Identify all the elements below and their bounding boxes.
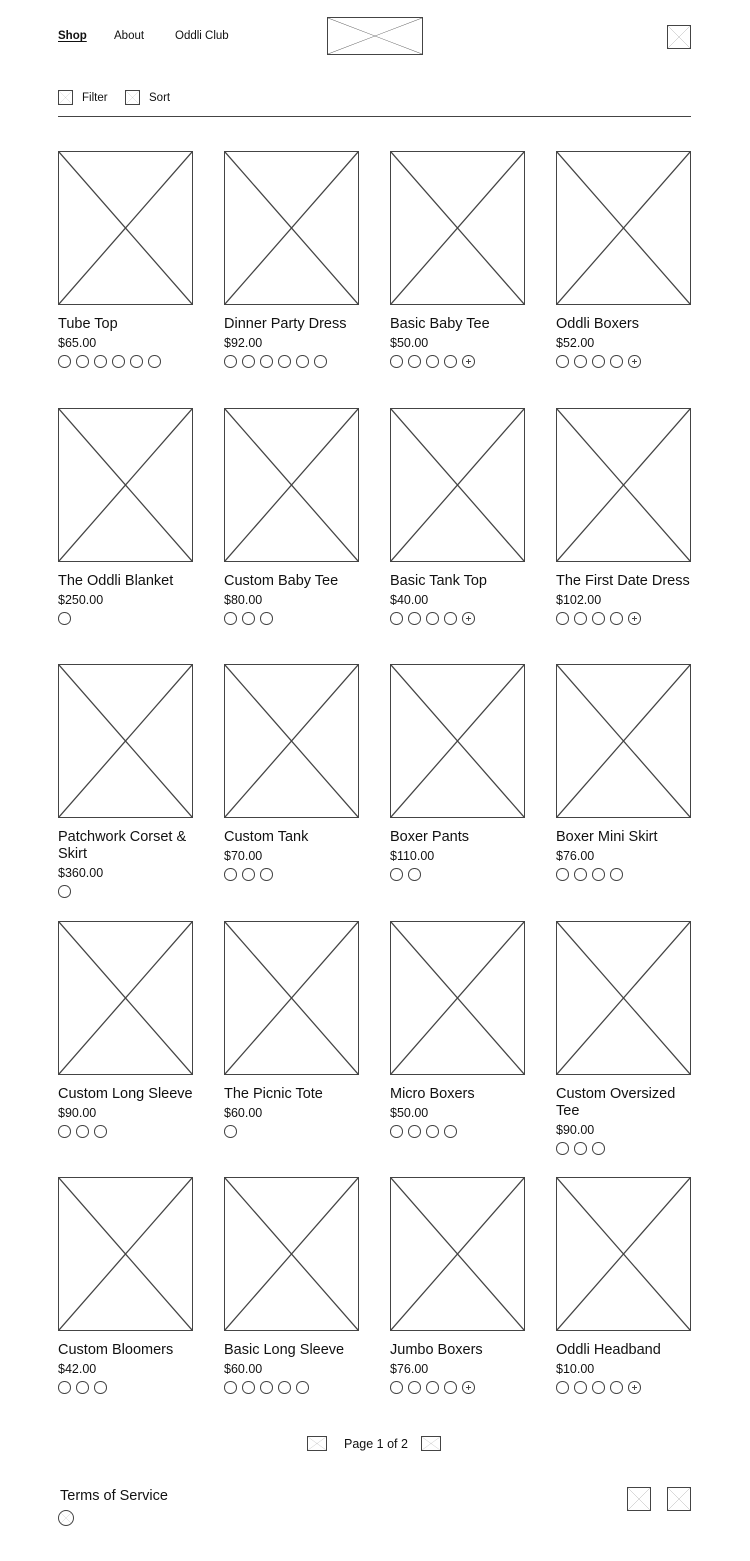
product-price: $60.00	[224, 1362, 263, 1376]
color-swatch[interactable]	[390, 612, 403, 625]
product-name[interactable]: Jumbo Boxers	[390, 1342, 483, 1358]
product-card[interactable]	[556, 664, 716, 881]
color-swatches	[224, 1381, 384, 1394]
product-price: $92.00	[224, 336, 263, 350]
color-swatch[interactable]	[610, 612, 623, 625]
color-swatches	[58, 612, 218, 625]
product-name[interactable]: Custom Bloomers	[58, 1342, 174, 1358]
nav-shop[interactable]: Shop	[58, 30, 87, 42]
color-swatch[interactable]	[426, 1381, 439, 1394]
color-swatch[interactable]	[260, 868, 273, 881]
color-swatch[interactable]	[390, 868, 403, 881]
color-swatch[interactable]	[260, 1381, 273, 1394]
product-price: $90.00	[556, 1123, 595, 1137]
product-name[interactable]: Dinner Party Dress	[224, 316, 347, 332]
color-swatch[interactable]	[76, 1381, 89, 1394]
product-image-placeholder-icon[interactable]	[224, 1177, 359, 1331]
product-price: $50.00	[390, 336, 429, 350]
color-swatches	[224, 355, 384, 368]
product-price: $102.00	[556, 593, 602, 607]
product-price: $50.00	[390, 1106, 429, 1120]
product-price: $65.00	[58, 336, 97, 350]
color-swatch[interactable]	[94, 355, 107, 368]
product-price: $80.00	[224, 593, 263, 607]
product-name[interactable]: Oddli Boxers	[556, 316, 640, 332]
product-image-placeholder-icon[interactable]	[58, 664, 193, 818]
social-icon[interactable]	[58, 1510, 74, 1526]
product-image-placeholder-icon[interactable]	[224, 408, 359, 562]
product-image-placeholder-icon[interactable]	[224, 921, 359, 1075]
terms-of-service-link[interactable]: Terms of Service	[60, 1488, 168, 1504]
color-swatch[interactable]	[444, 1381, 457, 1394]
cart-icon[interactable]	[667, 25, 691, 49]
color-swatches	[390, 1125, 550, 1138]
product-name[interactable]: Basic Long Sleeve	[224, 1342, 345, 1358]
product-card[interactable]	[556, 151, 716, 368]
color-swatches	[556, 1142, 716, 1155]
product-card[interactable]	[224, 151, 384, 368]
more-colors-plus-icon[interactable]	[462, 612, 475, 625]
product-price: $76.00	[556, 849, 595, 863]
product-name[interactable]: Patchwork Corset & Skirt	[58, 829, 187, 862]
filter-icon[interactable]	[58, 90, 73, 105]
color-swatch[interactable]	[556, 355, 569, 368]
color-swatch[interactable]	[408, 868, 421, 881]
more-colors-plus-icon[interactable]	[462, 355, 475, 368]
color-swatch[interactable]	[94, 1125, 107, 1138]
color-swatch[interactable]	[444, 612, 457, 625]
color-swatch[interactable]	[260, 355, 273, 368]
product-card[interactable]	[556, 1177, 716, 1394]
color-swatches	[224, 612, 384, 625]
product-image-placeholder-icon[interactable]	[556, 408, 691, 562]
product-image-placeholder-icon[interactable]	[556, 664, 691, 818]
color-swatch[interactable]	[224, 355, 237, 368]
color-swatch[interactable]	[556, 1381, 569, 1394]
product-name[interactable]: Boxer Mini Skirt	[556, 829, 658, 845]
product-price: $70.00	[224, 849, 263, 863]
color-swatch[interactable]	[58, 1381, 71, 1394]
color-swatches	[556, 868, 716, 881]
color-swatch[interactable]	[574, 355, 587, 368]
color-swatch[interactable]	[408, 612, 421, 625]
prev-page-icon[interactable]	[307, 1436, 327, 1451]
product-image-placeholder-icon[interactable]	[58, 1177, 193, 1331]
product-price: $76.00	[390, 1362, 429, 1376]
color-swatch[interactable]	[556, 1142, 569, 1155]
color-swatches	[58, 1125, 218, 1138]
color-swatch[interactable]	[224, 612, 237, 625]
product-name[interactable]: Custom Baby Tee	[224, 573, 339, 589]
color-swatches	[390, 355, 550, 368]
color-swatch[interactable]	[242, 1381, 255, 1394]
product-card[interactable]	[390, 151, 550, 368]
color-swatch[interactable]	[574, 612, 587, 625]
color-swatches	[58, 885, 218, 898]
color-swatch[interactable]	[408, 355, 421, 368]
product-name[interactable]: Oddli Headband	[556, 1342, 661, 1358]
color-swatch[interactable]	[426, 612, 439, 625]
color-swatch[interactable]	[76, 1125, 89, 1138]
color-swatch[interactable]	[592, 1142, 605, 1155]
color-swatch[interactable]	[426, 355, 439, 368]
product-card[interactable]	[224, 664, 384, 881]
product-card[interactable]	[390, 1177, 550, 1394]
product-image-placeholder-icon[interactable]	[224, 664, 359, 818]
color-swatch[interactable]	[112, 355, 125, 368]
color-swatch[interactable]	[314, 355, 327, 368]
product-price: $40.00	[390, 593, 429, 607]
nav-about[interactable]: About	[114, 30, 145, 42]
product-image-placeholder-icon[interactable]	[58, 921, 193, 1075]
color-swatch[interactable]	[390, 1381, 403, 1394]
color-swatch[interactable]	[94, 1381, 107, 1394]
product-card[interactable]	[224, 408, 384, 625]
color-swatch[interactable]	[610, 868, 623, 881]
color-swatch[interactable]	[224, 868, 237, 881]
color-swatches	[224, 1125, 384, 1138]
product-name[interactable]: Tube Top	[58, 316, 118, 332]
color-swatch[interactable]	[76, 355, 89, 368]
product-image-placeholder-icon[interactable]	[390, 664, 525, 818]
color-swatches	[390, 612, 550, 625]
color-swatch[interactable]	[58, 885, 71, 898]
product-price: $60.00	[224, 1106, 263, 1120]
more-colors-plus-icon[interactable]	[628, 1381, 641, 1394]
product-image-placeholder-icon[interactable]	[224, 151, 359, 305]
color-swatch[interactable]	[444, 355, 457, 368]
product-price: $52.00	[556, 336, 595, 350]
toolbar-divider	[58, 116, 691, 117]
product-name[interactable]: The Picnic Tote	[224, 1086, 323, 1102]
color-swatches	[224, 868, 384, 881]
color-swatch[interactable]	[296, 1381, 309, 1394]
product-name[interactable]: Basic Baby Tee	[390, 316, 490, 332]
product-image-placeholder-icon[interactable]	[556, 921, 691, 1075]
color-swatch[interactable]	[610, 1381, 623, 1394]
footer-icon-1[interactable]	[627, 1487, 651, 1511]
product-image-placeholder-icon[interactable]	[390, 921, 525, 1075]
color-swatch[interactable]	[574, 1381, 587, 1394]
product-image-placeholder-icon[interactable]	[556, 151, 691, 305]
product-image-placeholder-icon[interactable]	[390, 151, 525, 305]
color-swatch[interactable]	[426, 1125, 439, 1138]
color-swatch[interactable]	[390, 1125, 403, 1138]
color-swatch[interactable]	[408, 1125, 421, 1138]
product-card[interactable]	[390, 664, 550, 881]
color-swatch[interactable]	[242, 612, 255, 625]
more-colors-plus-icon[interactable]	[462, 1381, 475, 1394]
color-swatch[interactable]	[592, 355, 605, 368]
product-image-placeholder-icon[interactable]	[556, 1177, 691, 1331]
logo-placeholder-icon[interactable]	[327, 17, 423, 55]
product-card[interactable]	[224, 921, 384, 1138]
color-swatch[interactable]	[592, 1381, 605, 1394]
color-swatch[interactable]	[58, 355, 71, 368]
product-price: $110.00	[390, 849, 435, 863]
color-swatches	[556, 1381, 716, 1394]
sort-icon[interactable]	[125, 90, 140, 105]
color-swatch[interactable]	[224, 1381, 237, 1394]
color-swatches	[58, 355, 218, 368]
color-swatch[interactable]	[242, 868, 255, 881]
product-price: $90.00	[58, 1106, 97, 1120]
more-colors-plus-icon[interactable]	[628, 612, 641, 625]
product-card[interactable]	[390, 921, 550, 1138]
page-indicator: Page 1 of 2	[344, 1437, 408, 1451]
footer-icon-2[interactable]	[667, 1487, 691, 1511]
color-swatch[interactable]	[148, 355, 161, 368]
color-swatches	[556, 355, 716, 368]
color-swatch[interactable]	[574, 868, 587, 881]
color-swatch[interactable]	[390, 355, 403, 368]
color-swatch[interactable]	[242, 355, 255, 368]
product-name[interactable]: The First Date Dress	[556, 573, 690, 589]
product-card[interactable]	[224, 1177, 384, 1394]
color-swatch[interactable]	[278, 355, 291, 368]
product-card[interactable]	[58, 921, 218, 1138]
product-image-placeholder-icon[interactable]	[390, 1177, 525, 1331]
product-price: $360.00	[58, 866, 104, 880]
color-swatch[interactable]	[592, 868, 605, 881]
color-swatches	[556, 612, 716, 625]
next-page-icon[interactable]	[421, 1436, 441, 1451]
product-card[interactable]	[58, 664, 218, 898]
color-swatch[interactable]	[58, 612, 71, 625]
color-swatch[interactable]	[574, 1142, 587, 1155]
product-price: $250.00	[58, 593, 104, 607]
color-swatches	[390, 868, 550, 881]
product-name[interactable]: Custom Oversized Tee	[556, 1086, 676, 1119]
color-swatches	[58, 1381, 218, 1394]
product-image-placeholder-icon[interactable]	[390, 408, 525, 562]
product-card[interactable]	[58, 408, 218, 625]
product-price: $42.00	[58, 1362, 97, 1376]
color-swatch[interactable]	[224, 1125, 237, 1138]
product-name[interactable]: Custom Tank	[224, 829, 309, 845]
product-name[interactable]: Basic Tank Top	[390, 573, 487, 589]
color-swatch[interactable]	[556, 868, 569, 881]
product-price: $10.00	[556, 1362, 595, 1376]
product-card[interactable]	[556, 921, 716, 1155]
product-card[interactable]	[556, 408, 716, 625]
product-image-placeholder-icon[interactable]	[58, 151, 193, 305]
color-swatch[interactable]	[260, 612, 273, 625]
product-card[interactable]	[390, 408, 550, 625]
color-swatches	[390, 1381, 550, 1394]
color-swatch[interactable]	[444, 1125, 457, 1138]
color-swatch[interactable]	[592, 612, 605, 625]
product-name[interactable]: Boxer Pants	[390, 829, 469, 845]
color-swatch[interactable]	[610, 355, 623, 368]
product-name[interactable]: Micro Boxers	[390, 1086, 475, 1102]
product-card[interactable]	[58, 151, 218, 368]
more-colors-plus-icon[interactable]	[628, 355, 641, 368]
product-image-placeholder-icon[interactable]	[58, 408, 193, 562]
nav-oddli-club[interactable]: Oddli Club	[175, 30, 229, 42]
sort-button[interactable]: Sort	[149, 92, 171, 104]
filter-button[interactable]: Filter	[82, 92, 108, 104]
product-name[interactable]: Custom Long Sleeve	[58, 1086, 193, 1102]
product-name[interactable]: The Oddli Blanket	[58, 573, 174, 589]
color-swatch[interactable]	[130, 355, 143, 368]
color-swatch[interactable]	[278, 1381, 291, 1394]
product-card[interactable]	[58, 1177, 218, 1394]
color-swatch[interactable]	[296, 355, 309, 368]
color-swatch[interactable]	[556, 612, 569, 625]
color-swatch[interactable]	[58, 1125, 71, 1138]
color-swatch[interactable]	[408, 1381, 421, 1394]
